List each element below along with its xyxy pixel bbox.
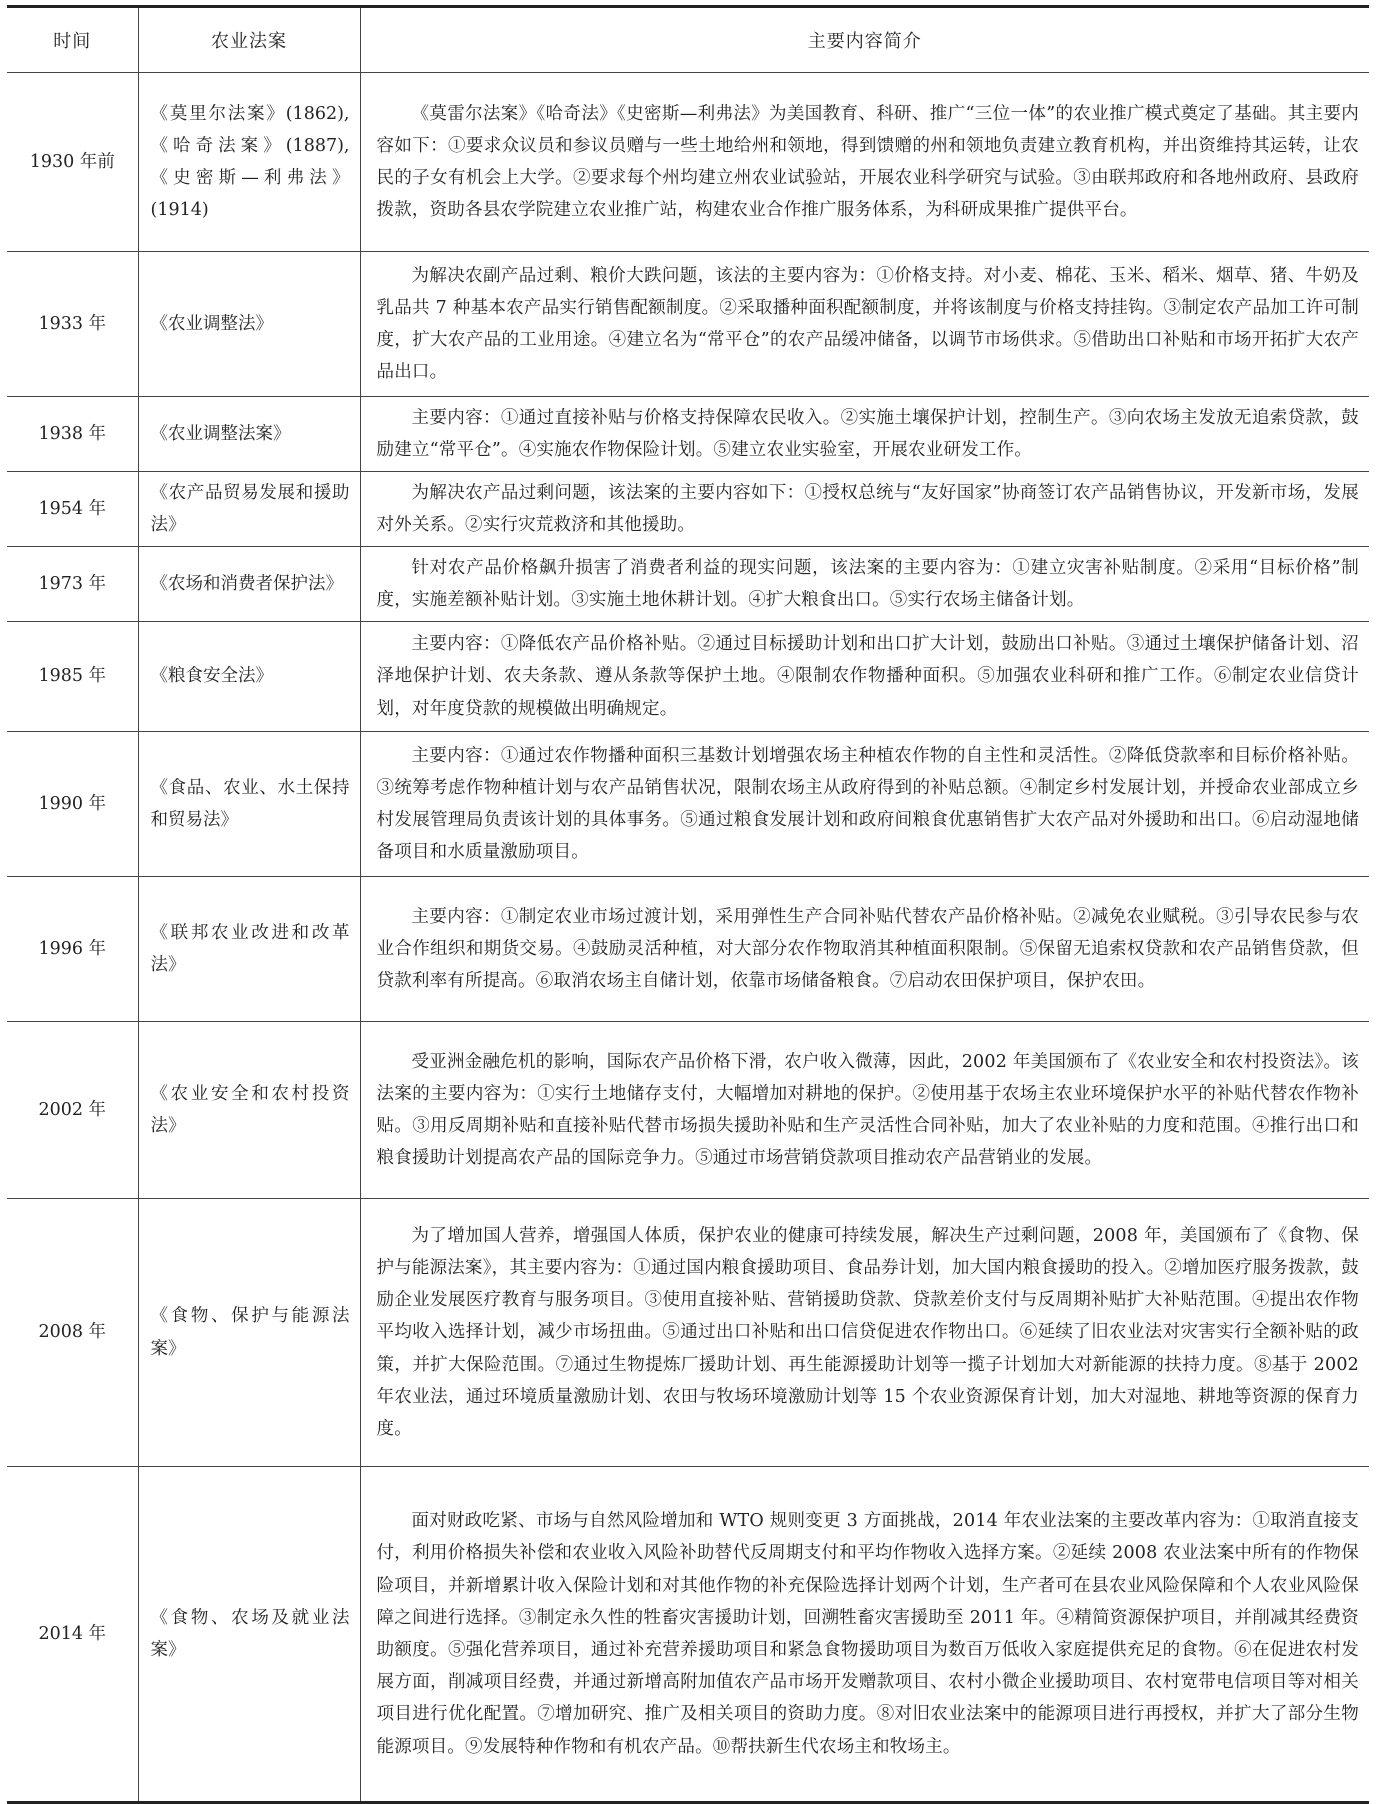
time-cell: 1933 年 — [7, 252, 138, 397]
table-row — [7, 877, 1369, 1022]
table-row — [7, 1199, 1369, 1467]
law-cell: 《农业调整法案》 — [138, 397, 360, 472]
time-cell: 1973 年 — [7, 547, 138, 622]
law-cell: 《食物、保护与能源法案》 — [138, 1199, 360, 1467]
law-cell: 《粮食安全法》 — [138, 622, 360, 732]
law-table-container — [7, 5, 1369, 1804]
time-cell: 2002 年 — [7, 1022, 138, 1199]
content-cell: 主要内容：①通过直接补贴与价格支持保障农民收入。②实施土壤保护计划，控制生产。③向农场主发放无追索贷款，鼓励建立“常平仓”。④实施农作物保险计划。⑤建立农业实验室，开展农业研发工作。 — [360, 397, 1369, 472]
time-cell: 1938 年 — [7, 397, 138, 472]
table-row — [7, 73, 1369, 252]
table-header — [7, 7, 1369, 73]
table-row — [7, 1022, 1369, 1199]
content-cell: 主要内容：①通过农作物播种面积三基数计划增强农场主种植农作物的自主性和灵活性。②降低贷款率和目标价格补贴。③统筹考虑作物种植计划与农产品销售状况，限制农场主从政府得到的补贴总额。④制定乡村发展计划，并授命农业部成立乡村发展管理局负责该计划的具体事务。⑤通过粮食发展计划和政府间粮食优惠销售扩大农产品对外援助和出口。⑥启动湿地储备项目和水质量激励项目。 — [360, 732, 1369, 877]
law-cell: 《莫里尔法案》(1862),《哈奇法案》(1887),《史密斯—利弗法》(1914) — [138, 73, 360, 252]
law-cell: 《联邦农业改进和改革法》 — [138, 877, 360, 1022]
law-cell: 《食品、农业、水土保持和贸易法》 — [138, 732, 360, 877]
law-cell: 《农业安全和农村投资法》 — [138, 1022, 360, 1199]
table-body — [7, 73, 1369, 1803]
table-row — [7, 397, 1369, 472]
table-row — [7, 622, 1369, 732]
law-cell: 《农业调整法》 — [138, 252, 360, 397]
header-content: 主要内容简介 — [360, 7, 1369, 73]
time-cell: 1985 年 — [7, 622, 138, 732]
header-row — [7, 7, 1369, 73]
table-row — [7, 547, 1369, 622]
content-cell: 面对财政吃紧、市场与自然风险增加和 WTO 规则变更 3 方面挑战，2014 年农业法案的主要改革内容为：①取消直接支付，利用价格损失补偿和农业收入风险补助替代反周期支付和平均作物收入选择方案。②延续 2008 农业法案中所有的作物保险项目，并新增累计收入保险计划和对其他作物的补充保险选择计划两个计划，生产者可在县农业风险保障和个人农业风险保障之间进行选择。③制定永久性的牲畜灾害援助计划，回溯牲畜灾害援助至 2011 年。④精简资源保护项目，并削减其经费资助额度。⑤强化营养项目，通过补充营养援助项目和紧急食物援助项目为数百万低收入家庭提供充足的食物。⑥在促进农村发展方面，削减项目经费，并通过新增高附加值农产品市场开发赠款项目、农村小微企业援助项目、农村宽带电信项目等对相关项目进行优化配置。⑦增加研究、推广及相关项目的资助力度。⑧对旧农业法案中的能源项目进行再授权，并扩大了部分生物能源项目。⑨发展特种作物和有机农产品。⑩帮扶新生代农场主和牧场主。 — [360, 1467, 1369, 1803]
time-cell: 1930 年前 — [7, 73, 138, 252]
law-cell: 《农产品贸易发展和援助法》 — [138, 472, 360, 547]
time-cell: 1990 年 — [7, 732, 138, 877]
table-row — [7, 1467, 1369, 1803]
time-cell: 2008 年 — [7, 1199, 138, 1467]
content-cell: 针对农产品价格飙升损害了消费者利益的现实问题，该法案的主要内容为：①建立灾害补贴制度。②采用“目标价格”制度，实施差额补贴计划。③实施土地休耕计划。④扩大粮食出口。⑤实行农场主储备计划。 — [360, 547, 1369, 622]
time-cell: 1996 年 — [7, 877, 138, 1022]
header-time: 时间 — [7, 7, 138, 73]
content-cell: 为了增加国人营养，增强国人体质，保护农业的健康可持续发展，解决生产过剩问题，2008 年，美国颁布了《食物、保护与能源法案》，其主要内容为：①通过国内粮食援助项目、食品券计划，加大国内粮食援助的投入。②增加医疗服务拨款，鼓励企业发展医疗教育与服务项目。③使用直接补贴、营销援助贷款、贷款差价支付与反周期补贴扩大补贴范围。④提出农作物平均收入选择计划，减少市场扭曲。⑤通过出口补贴和出口信贷促进农作物出口。⑥延续了旧农业法对灾害实行全额补贴的政策，并扩大保险范围。⑦通过生物提炼厂援助计划、再生能源援助计划等一揽子计划加大对新能源的扶持力度。⑧基于 2002 年农业法，通过环境质量激励计划、农田与牧场环境激励计划等 15 个农业资源保育计划，加大对湿地、耕地等资源的保育力度。 — [360, 1199, 1369, 1467]
table-row — [7, 732, 1369, 877]
content-cell: 受亚洲金融危机的影响，国际农产品价格下滑，农户收入微薄，因此，2002 年美国颁布了《农业安全和农村投资法》。该法案的主要内容为：①实行土地储存支付，大幅增加对耕地的保护。②使用基于农场主农业环境保护水平的补贴代替农作物补贴。③用反周期补贴和直接补贴代替市场损失援助补贴和生产灵活性合同补贴，加大了农业补贴的力度和范围。④推行出口和粮食援助计划提高农产品的国际竞争力。⑤通过市场营销贷款项目推动农产品营销业的发展。 — [360, 1022, 1369, 1199]
law-cell: 《食物、农场及就业法案》 — [138, 1467, 360, 1803]
table-row — [7, 472, 1369, 547]
time-cell: 2014 年 — [7, 1467, 138, 1803]
time-cell: 1954 年 — [7, 472, 138, 547]
content-cell: 为解决农产品过剩问题，该法案的主要内容如下：①授权总统与“友好国家”协商签订农产品销售协议，开发新市场，发展对外关系。②实行灾荒救济和其他援助。 — [360, 472, 1369, 547]
law-cell: 《农场和消费者保护法》 — [138, 547, 360, 622]
table-row — [7, 252, 1369, 397]
content-cell: 主要内容：①制定农业市场过渡计划，采用弹性生产合同补贴代替农产品价格补贴。②减免农业赋税。③引导农民参与农业合作组织和期货交易。④鼓励灵活种植，对大部分农作物取消其种植面积限制。⑤保留无追索权贷款和农产品销售贷款，但贷款利率有所提高。⑥取消农场主自储计划，依靠市场储备粮食。⑦启动农田保护项目，保护农田。 — [360, 877, 1369, 1022]
content-cell: 主要内容：①降低农产品价格补贴。②通过目标援助计划和出口扩大计划，鼓励出口补贴。③通过土壤保护储备计划、沼泽地保护计划、农夫条款、遵从条款等保护土地。④限制农作物播种面积。⑤加强农业科研和推广工作。⑥制定农业信贷计划，对年度贷款的规模做出明确规定。 — [360, 622, 1369, 732]
header-law: 农业法案 — [138, 7, 360, 73]
content-cell: 《莫雷尔法案》《哈奇法》《史密斯—利弗法》为美国教育、科研、推广“三位一体”的农业推广模式奠定了基础。其主要内容如下：①要求众议员和参议员赠与一些土地给州和领地，得到馈赠的州和领地负责建立教育机构，并出资维持其运转，让农民的子女有机会上大学。②要求每个州均建立州农业试验站，开展农业科学研究与试验。③由联邦政府和各地州政府、县政府拨款，资助各县农学院建立农业推广站，构建农业合作推广服务体系，为科研成果推广提供平台。 — [360, 73, 1369, 252]
content-cell: 为解决农副产品过剩、粮价大跌问题，该法的主要内容为：①价格支持。对小麦、棉花、玉米、稻米、烟草、猪、牛奶及乳品共 7 种基本农产品实行销售配额制度。②采取播种面积配额制度，并将该制度与价格支持挂钩。③制定农产品加工许可制度，扩大农产品的工业用途。④建立名为“常平仓”的农产品缓冲储备，以调节市场供求。⑤借助出口补贴和市场开拓扩大农产品出口。 — [360, 252, 1369, 397]
agricultural-law-table — [7, 5, 1369, 1804]
